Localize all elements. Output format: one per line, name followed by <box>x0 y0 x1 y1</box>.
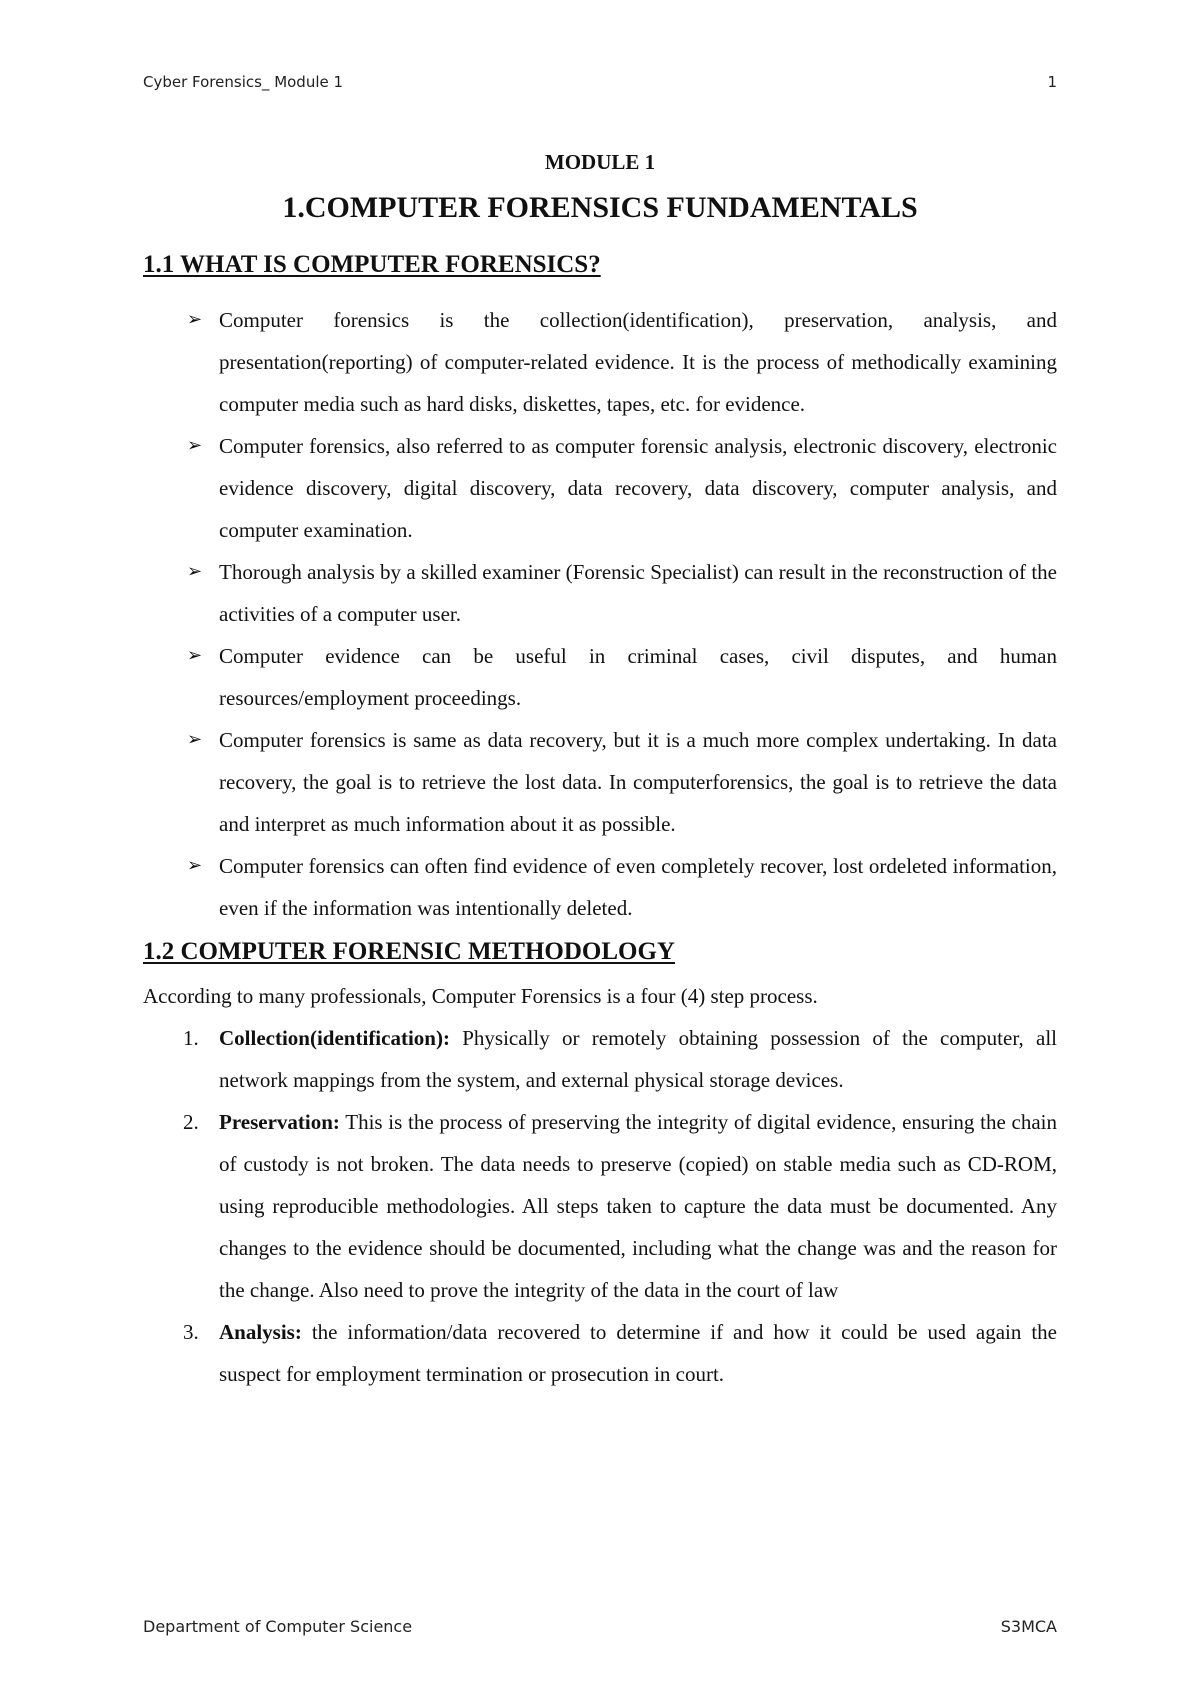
arrow-bullet-icon: ➢ <box>187 435 203 456</box>
bullet-text: Computer forensics is the collection(identification), preservation, analysis, and presentation(reporting) of computer-related evidence. It is the process of methodically examining computer media such as hard disks, diskettes, tapes, etc. for evidence. <box>219 308 1057 416</box>
step-number: 1. <box>183 1026 199 1050</box>
section-heading-1-2: 1.2 COMPUTER FORENSIC METHODOLOGY <box>143 938 675 965</box>
bullet-item <box>143 845 1057 929</box>
section-1-2-intro: According to many professionals, Computer Forensics is a four (4) step process. <box>143 984 818 1008</box>
arrow-bullet-icon: ➢ <box>187 729 203 750</box>
page-number: 1 <box>1047 73 1057 91</box>
footer-course: S3MCA <box>1000 1617 1057 1636</box>
bullet-text: Computer forensics can often find evidence of even completely recover, lost ordeleted information, even if the information was intentionally deleted. <box>219 854 1057 920</box>
bullet-text: Computer forensics is same as data recovery, but it is a much more complex undertaking. In data recovery, the goal is to retrieve the lost data. In computerforensics, the goal is to retrieve the data and interpret as much information about it as possible. <box>219 728 1057 836</box>
page-footer <box>143 1617 1057 1636</box>
step-text: the information/data recovered to determine if and how it could be used again the suspect for employment termination or prosecution in court. <box>219 1320 1057 1386</box>
header-title: Cyber Forensics_ Module 1 <box>143 73 344 91</box>
step-item <box>143 1101 1057 1311</box>
bullet-item <box>143 719 1057 845</box>
step-term: Collection(identification): <box>219 1026 450 1050</box>
bullet-item <box>143 635 1057 719</box>
document-body <box>143 140 1057 1395</box>
step-number: 2. <box>183 1110 199 1134</box>
bullet-text: Computer evidence can be useful in criminal cases, civil disputes, and human resources/employment proceedings. <box>219 644 1057 710</box>
step-text: Physically or remotely obtaining possession of the computer, all network mappings from the system, and external physical storage devices. <box>219 1026 1057 1092</box>
section-1-1-bullet-list <box>143 299 1057 929</box>
step-term: Analysis: <box>219 1320 302 1344</box>
methodology-step-list <box>143 1017 1057 1395</box>
step-item <box>143 1017 1057 1101</box>
chapter-title: 1.COMPUTER FORENSICS FUNDAMENTALS <box>282 191 918 224</box>
footer-department: Department of Computer Science <box>143 1617 413 1636</box>
bullet-text: Computer forensics, also referred to as computer forensic analysis, electronic discovery, electronic evidence discovery, digital discovery, data recovery, data discovery, computer analysis, and computer examination. <box>219 434 1057 542</box>
bullet-item <box>143 551 1057 635</box>
page-header <box>143 73 1057 91</box>
section-heading-1-1: 1.1 WHAT IS COMPUTER FORENSICS? <box>143 251 601 278</box>
step-term: Preservation: <box>219 1110 340 1134</box>
arrow-bullet-icon: ➢ <box>187 561 203 582</box>
arrow-bullet-icon: ➢ <box>187 855 203 876</box>
step-item <box>143 1311 1057 1395</box>
step-text: This is the process of preserving the integrity of digital evidence, ensuring the chain of custody is not broken. The data needs to preserve (copied) on stable media such as CD-ROM, using reproducible methodologies. All steps taken to capture the data must be documented. Any changes to the evidence should be documented, including what the change was and the reason for the change. Also need to prove the integrity of the data in the court of law <box>219 1110 1057 1302</box>
arrow-bullet-icon: ➢ <box>187 645 203 666</box>
arrow-bullet-icon: ➢ <box>187 309 203 330</box>
module-title: MODULE 1 <box>544 150 656 174</box>
bullet-item <box>143 299 1057 425</box>
step-number: 3. <box>183 1320 199 1344</box>
bullet-item <box>143 425 1057 551</box>
bullet-text: Thorough analysis by a skilled examiner (Forensic Specialist) can result in the reconstruction of the activities of a computer user. <box>219 560 1057 626</box>
